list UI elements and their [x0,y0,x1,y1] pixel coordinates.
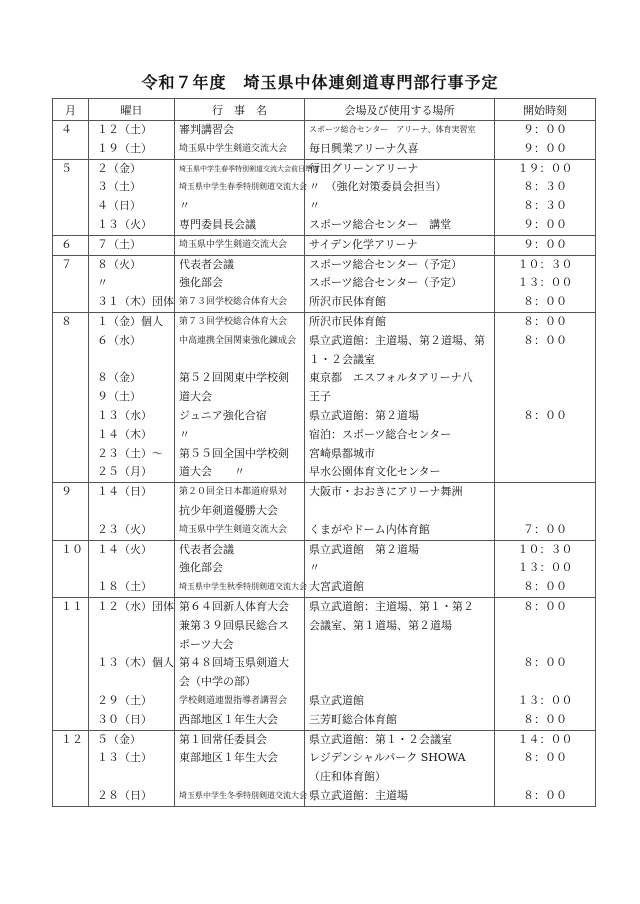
venue-line: くまがやドーム内体育館 [309,522,430,536]
day-line: ２９（土） [97,693,152,707]
schedule-row [53,597,596,730]
month-cell [53,597,89,730]
event-line: 第４８回埼玉県剣道大 [179,656,289,670]
venue-line: サイデン化学アリーナ [309,237,418,251]
day-line: １４（日） [97,485,152,499]
month-cell [53,235,89,255]
event-line: 〃 [179,427,190,441]
time-line: ９：００ [523,217,567,231]
time-line: ８：００ [523,751,567,765]
day-line: ５（金） [97,732,141,746]
time-line [495,463,595,482]
event-line: 抗少年剣道優勝大会 [179,503,278,517]
event-line: 埼玉県中学生剣道交流大会 [179,239,288,250]
time-cell [495,483,596,540]
time-line [495,768,595,787]
time-line [495,617,595,636]
header-day: 曜日 [89,99,175,121]
venue-line: 〃 （強化対策委員会担当） [309,180,447,194]
venue-line: 〃 [309,561,320,575]
event-line: 第２０回全日本都道府県対 [179,487,288,498]
time-cell [495,540,596,597]
time-line: １０：３０ [517,542,573,556]
event-line: 埼玉県中学生剣道交流大会 [179,524,288,535]
venue-cell [305,312,495,482]
event-line: ポーツ大会 [179,637,234,651]
venue-line: １・２会議室 [309,352,375,366]
day-line: ８（火） [97,257,141,271]
venue-line: 大阪市・おおきにアリーナ舞洲 [309,485,463,499]
day-line: ３１（木）団体 [97,295,174,309]
venue-cell [305,483,495,540]
venue-line: 県立武道館 [309,693,364,707]
day-cell [89,597,175,730]
schedule-row [53,540,596,597]
day-line: １２（土） [97,123,152,136]
time-line: ８：００ [523,580,567,594]
day-line: ２３（土）～ [97,446,163,460]
time-line: ８：３０ [523,180,567,194]
event-line: 中高連携全国関東強化錬成会 [179,335,297,346]
event-line: 埼玉県中学生剣道交流大会 [179,143,288,154]
time-line: ９：００ [523,123,567,136]
venue-line: 〃 [309,199,320,213]
schedule-row [53,730,596,806]
venue-line [305,636,494,655]
time-line: ８：００ [523,712,567,726]
time-line: １３：００ [517,693,573,707]
venue-line [305,654,494,673]
venue-cell [305,730,495,806]
event-line: 西部地区１年生大会 [179,712,278,726]
time-line [495,388,595,407]
schedule-row [53,121,596,160]
venue-cell [305,235,495,255]
time-line: １４：００ [517,732,573,746]
schedule-row [53,159,596,235]
venue-line: 三芳町総合体育館 [309,712,397,726]
time-line [495,351,595,370]
month-cell [53,483,89,540]
time-line: ８：００ [523,408,567,422]
month-label: ６ [61,237,72,251]
time-line: ８：００ [523,656,567,670]
event-cell [175,312,305,482]
event-line: 埼玉県中学生秋季特別剣道交流大会 [179,582,307,592]
header-time: 開始時刻 [495,99,596,121]
event-line: 兼第３９回県民総合ス [179,618,289,632]
month-cell [53,121,89,160]
day-line: １２（水）団体 [97,599,174,613]
header-row [53,99,596,121]
day-line: １（金）個人 [97,314,163,328]
day-line: １３（土） [97,751,152,765]
event-line: 第１回常任委員会 [179,732,267,746]
venue-line: 県立武道館：主道場、第１・第２ [309,599,474,613]
venue-line: スポーツ総合センター（予定） [309,257,463,271]
event-line: 第６４回新人体育大会 [179,599,289,613]
month-cell [53,730,89,806]
time-cell [495,121,596,160]
day-line: ２３（火） [97,522,152,536]
day-line: ２８（日） [97,788,152,802]
venue-line: 宿泊：スポーツ総合センター [309,427,452,441]
time-line: ９：００ [523,237,567,251]
month-label: ７ [61,257,72,271]
month-cell [53,312,89,482]
day-cell [89,235,175,255]
venue-line: 県立武道館：主道場 [309,788,408,802]
event-line: 第７３回学校総合体育大会 [179,316,288,327]
venue-line: （庄和体育館） [309,770,386,784]
event-line: 第７３回学校総合体育大会 [179,297,288,308]
event-cell [175,730,305,806]
day-line: １９（土） [97,141,152,155]
event-line: 埼玉県中学生春季特別剣道交流大会 [179,182,307,192]
time-line: ８：００ [523,314,567,328]
venue-cell [305,540,495,597]
event-line: 代表者会議 [179,257,234,271]
header-month: 月 [53,99,89,121]
venue-line: 行田グリーンアリーナ [309,161,419,175]
day-line: ２５（月） [97,465,152,479]
schedule-row [53,483,596,540]
venue-line: 大宮武道館 [309,580,364,594]
time-line: １９：００ [517,161,573,175]
event-line: 会（中学の部） [179,675,256,689]
month-label: １１ [61,599,83,613]
event-cell [175,159,319,235]
day-cell [89,159,175,235]
venue-line: 早水公園体育文化センター [309,465,441,479]
event-line: 〃 [179,199,190,213]
month-label: ４ [61,123,72,136]
day-line [89,502,174,521]
month-label: ９ [61,485,72,499]
month-label: ５ [61,161,72,175]
day-line [89,768,174,787]
time-line: １０：３０ [517,257,573,271]
event-line: 学校剣道連盟指導者講習会 [179,695,288,706]
day-line: １３（水） [97,408,152,422]
event-cell [175,235,305,255]
venue-line: 会議室、第１道場、第２道場 [309,618,452,632]
day-line: ３０（日） [97,712,152,726]
event-cell [175,121,305,160]
venue-line: レジデンシャルパーク SHOWA [309,751,466,765]
time-line [495,445,595,464]
month-cell [53,255,89,312]
event-line: 道大会 〃 [179,465,245,479]
event-line: 専門委員長会議 [179,217,256,231]
event-line: ジュニア強化合宿 [179,408,267,422]
venue-line: 毎日興業アリーナ久喜 [309,141,419,155]
time-cell [495,159,596,235]
venue-line: 東京都 エスフォルタアリーナ八 [309,371,473,385]
event-line: 審判講習会 [179,123,234,136]
schedule-row [53,255,596,312]
day-cell [89,312,175,482]
time-line: ８：００ [523,788,567,802]
time-line: ９：００ [523,141,567,155]
day-cell [89,540,175,597]
event-cell [175,597,305,730]
event-line: 埼玉県中学生春季特別剣道交流大会前日準備 [179,164,319,173]
page-title: 令和７年度 埼玉県中体連剣道専門部行事予定 [141,73,499,92]
venue-cell [305,597,495,730]
day-line: １８（土） [97,580,152,594]
event-line: 道大会 [179,390,212,404]
day-cell [89,255,175,312]
day-cell [89,121,175,160]
schedule-row [53,312,596,482]
venue-line: 宮崎県都城市 [309,446,375,460]
event-line: 強化部会 [179,561,223,575]
month-cell [53,159,89,235]
venue-line: 県立武道館：第１・２会議室 [309,732,452,746]
venue-line: スポーツ総合センター アリーナ、体育実習室 [309,125,476,134]
event-line: 強化部会 [179,276,223,290]
venue-line: スポーツ総合センター 講堂 [309,217,452,231]
time-cell [495,312,596,482]
event-cell [175,540,305,597]
schedule-row [53,235,596,255]
month-label: １０ [61,542,83,556]
time-line [495,673,595,692]
venue-line [305,502,494,521]
time-cell [495,597,596,730]
day-line: ８（金） [97,371,141,385]
venue-line: 県立武道館：第２道場 [309,408,419,422]
venue-line: 王子 [309,390,331,404]
event-line [175,351,304,370]
time-cell [495,730,596,806]
day-line: １３（火） [97,217,152,231]
time-cell [495,235,596,255]
day-cell [89,483,175,540]
day-line: ３（土） [97,180,141,194]
venue-line: 所沢市民体育館 [309,314,386,328]
day-line [89,617,174,636]
venue-line [305,673,494,692]
day-line: ７（土） [97,237,141,251]
time-line [495,502,595,521]
venue-line: 県立武道館：主道場、第２道場、第 [309,333,485,347]
day-line [89,351,174,370]
time-line: ８：００ [523,295,567,309]
header-event: 行 事 名 [175,99,305,121]
time-line: ７：００ [523,522,567,536]
schedule-table [52,98,596,807]
venue-line: 所沢市民体育館 [309,295,386,309]
day-line [89,559,174,578]
day-line: ２（金） [97,161,141,175]
event-line [175,768,304,787]
time-line [495,483,595,502]
time-line [495,426,595,445]
event-line: 第５２回関東中学校剣 [179,371,289,385]
month-cell [53,540,89,597]
day-line: 〃 [97,276,108,290]
event-cell [175,483,305,540]
venue-line: 県立武道館 第２道場 [309,542,419,556]
event-cell [175,255,305,312]
day-line [89,636,174,655]
venue-line: スポーツ総合センター（予定） [309,276,463,290]
day-line: ６（水） [97,333,141,347]
time-line [495,636,595,655]
month-label: ８ [61,314,72,328]
venue-cell [305,255,495,312]
day-line: ９（土） [97,390,141,404]
event-line: 埼玉県中学生冬季特別剣道交流大会 [179,790,307,800]
time-line: ８：００ [523,599,567,613]
day-line: １４（火） [97,542,152,556]
day-cell [89,730,175,806]
time-line: ８：００ [523,333,567,347]
time-line: ８：３０ [523,199,567,213]
event-line: 第５５回全国中学校剣 [179,446,289,460]
day-line: １４（木） [97,427,152,441]
day-line [89,673,174,692]
month-label: １２ [61,732,83,746]
event-line: 東部地区１年生大会 [179,751,278,765]
day-line: ４（日） [97,199,141,213]
header-venue: 会場及び使用する場所 [305,99,495,121]
time-cell [495,255,596,312]
day-line: １３（木）個人 [97,656,174,670]
venue-cell [305,121,495,160]
time-line [495,369,595,388]
time-line: １３：００ [517,276,573,290]
time-line: １３：００ [517,561,573,575]
event-line: 代表者会議 [179,542,234,556]
venue-cell [305,159,495,235]
